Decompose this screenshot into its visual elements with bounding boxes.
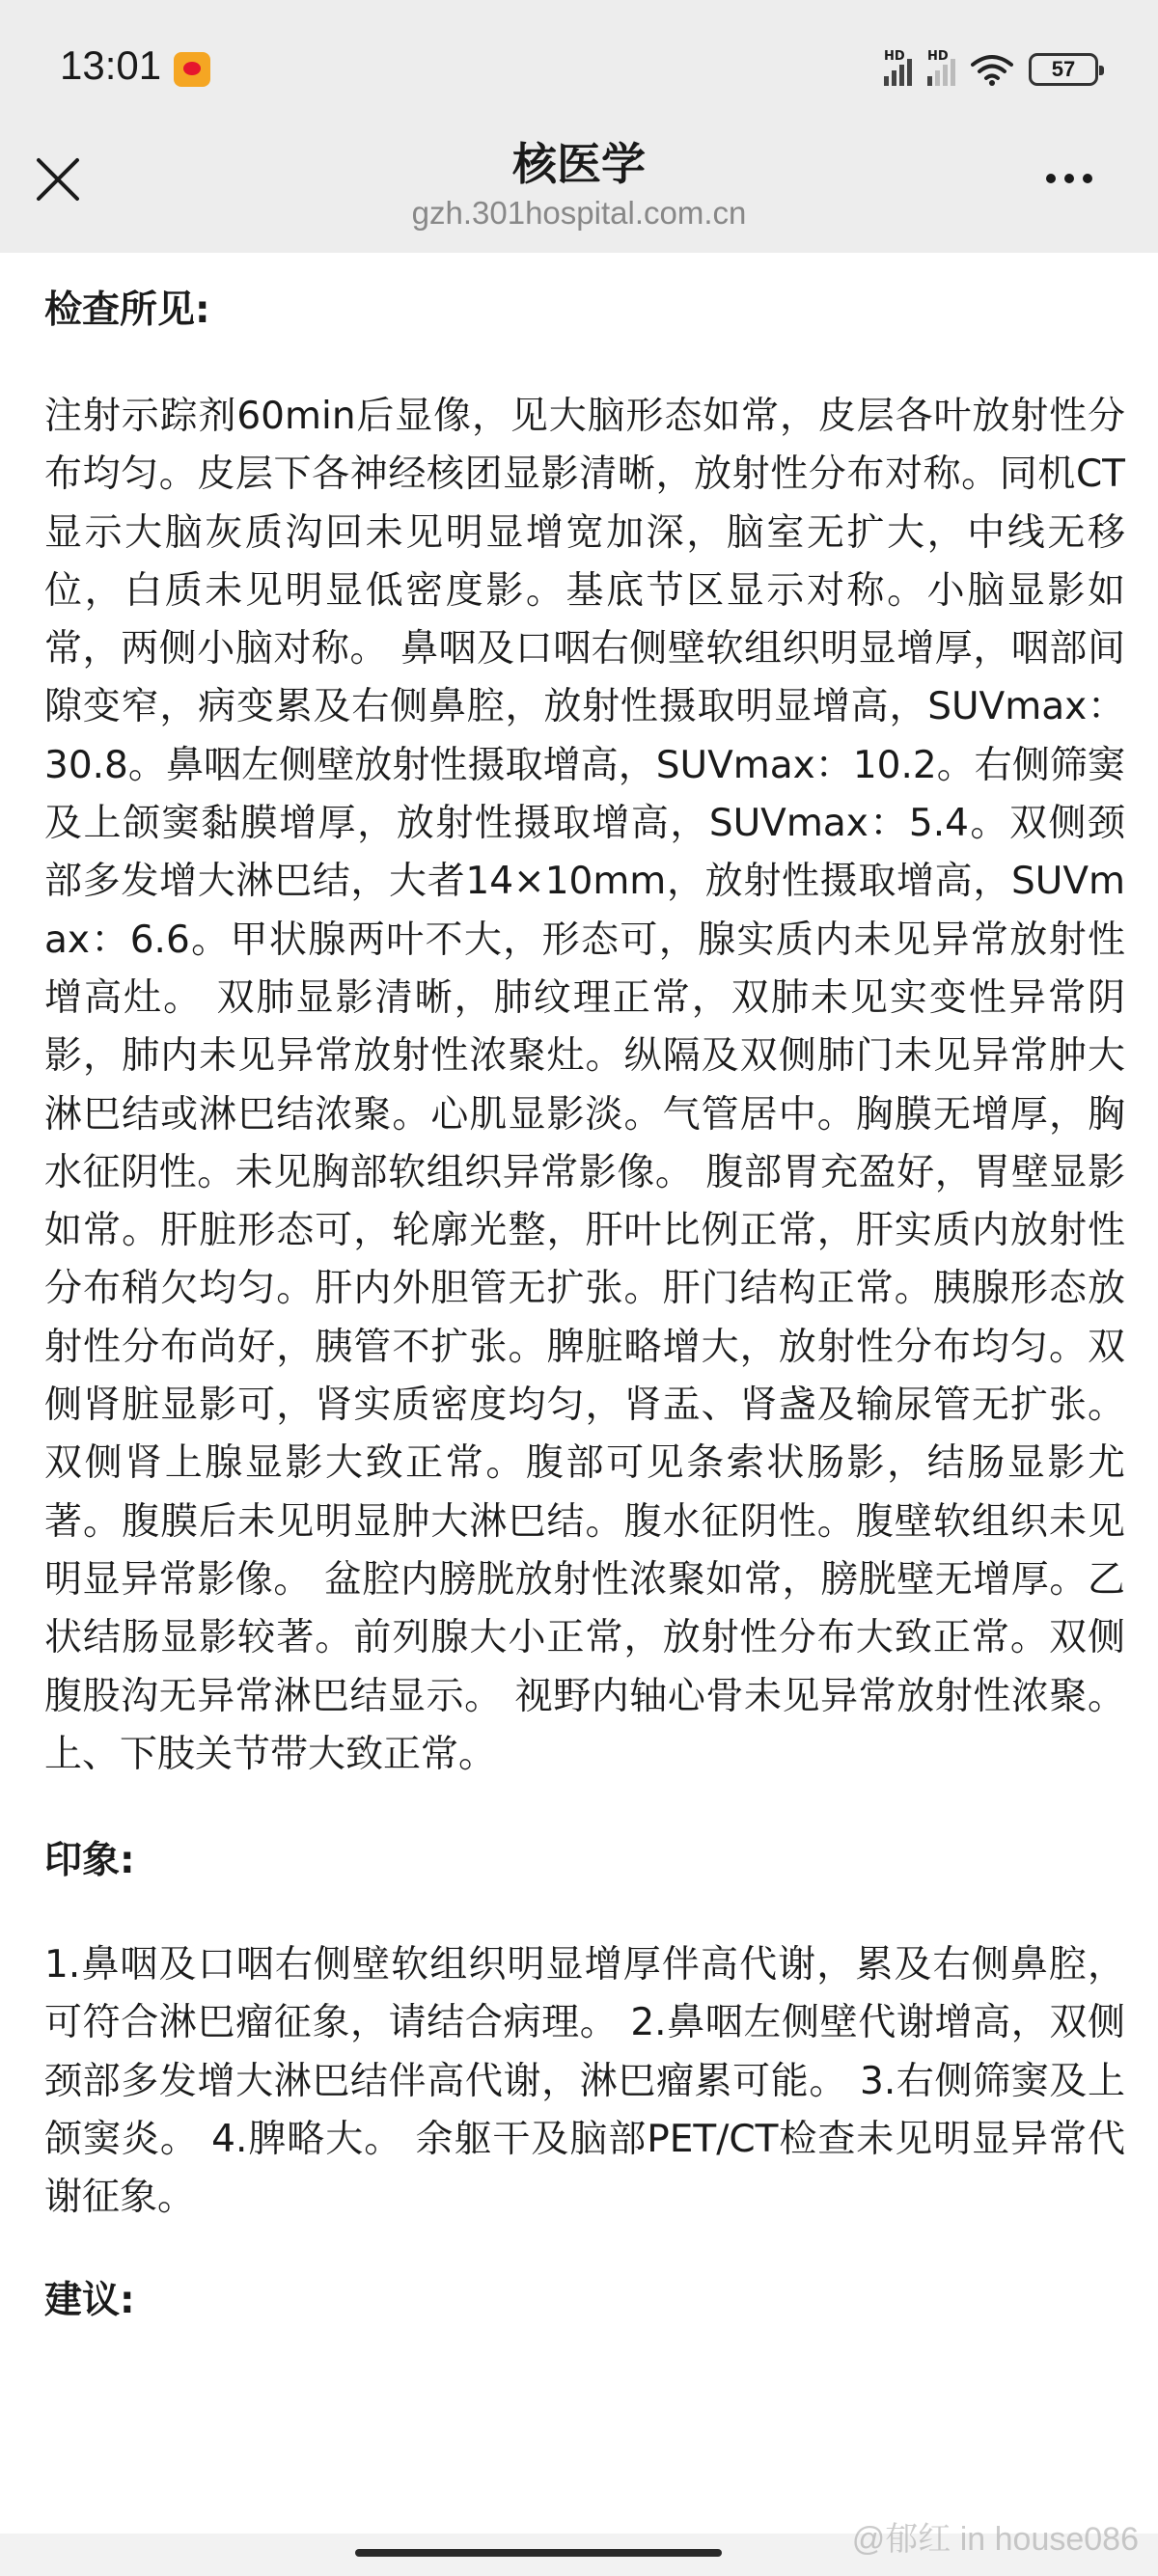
cellular-signal-2-icon: HD [927,53,955,86]
findings-heading: 检查所见: [44,288,210,332]
suggestion-heading: 建议: [44,2278,135,2322]
wifi-icon [971,53,1013,86]
page-url: gzh.301hospital.com.cn [411,195,747,231]
cellular-signal-icon: HD [884,53,912,86]
navigation-bar [0,125,1158,253]
status-indicators [884,48,1098,91]
watermark: @郁红 in house086 [851,2521,1139,2558]
home-indicator[interactable] [355,2549,722,2557]
status-bar [0,0,1158,135]
weibo-notification-icon [174,52,210,87]
page-title: 核医学 [512,138,646,190]
status-time: 13:01 [60,42,162,88]
impression-heading: 印象: [44,1839,135,1883]
more-options-icon[interactable] [1046,164,1104,193]
findings-text: 注射示踪剂60min后显像，见大脑形态如常，皮层各叶放射性分布均匀。皮层下各神经核团显影清晰，放射性分布对称。同机CT显示大脑灰质沟回未见明显增宽加深，脑室无扩大，中线无移位，白质未见明显低密度影。基底节区显示对称。小脑显影如常，两侧小脑对称。 鼻咽及口咽右侧壁软组织明显增厚，咽部间隙变窄，病变累及右侧鼻腔，放射性摄取明显增高，SUVmax：30.8。鼻咽左侧壁放射性摄取增高，SUVmax：10.2。右侧筛窦及上颌窦黏膜增厚，放射性摄取增高，SUVmax：5.4。双侧颈部多发增大淋巴结，大者14×10mm，放射性摄取增高，SUVmax：6.6。甲状腺两叶不大，形态可，腺实质内未见异常放射性增高灶。 双肺显影清晰，肺纹理正常，双肺未见实变性异常阴影，肺内未见异常放射性浓聚灶。纵隔及双侧肺门未见异常肿大淋巴结或淋巴结浓聚。心肌显影淡。气管居中。胸膜无增厚，胸水征阴性。未见胸部软组织异常影像。 腹部胃充盈好，胃壁显影如常。肝脏形态可，轮廓光整，肝叶比例正常，肝实质内放射性分布稍欠均匀。肝内外胆管无扩张。肝门结构正常。胰腺形态放射性分布尚好，胰管不扩张。脾脏略增大，放射性分布均匀。双侧肾脏显影可，肾实质密度均匀，肾盂、肾盏及输尿管无扩张。双侧肾上腺显影大致正常。腹部可见条索状肠影，结肠显影尤著。腹膜后未见明显肿大淋巴结。腹水征阴性。腹壁软组织未见明显异常影像。 盆腔内膀胱放射性浓聚如常，膀胱壁无增厚。乙状结肠显影较著。前列腺大小正常，放射性分布大致正常。双侧腹股沟无异常淋巴结显示。 视野内轴心骨未见异常放射性浓聚。上、下肢关节带大致正常。 [44,395,1125,1776]
battery-icon: 57 [1029,53,1098,86]
impression-text: 1.鼻咽及口咽右侧壁软组织明显增厚伴高代谢，累及右侧鼻腔，可符合淋巴瘤征象，请结合病理。 2.鼻咽左侧壁代谢增高，双侧颈部多发增大淋巴结伴高代谢，淋巴瘤累可能。 3.右侧筛窦及上颌窦炎。 4.脾略大。 余躯干及脑部PET/CT检查未见明显异常代谢征象。 [44,1943,1125,2220]
article-body [44,253,1125,2330]
top-header [0,0,1158,253]
